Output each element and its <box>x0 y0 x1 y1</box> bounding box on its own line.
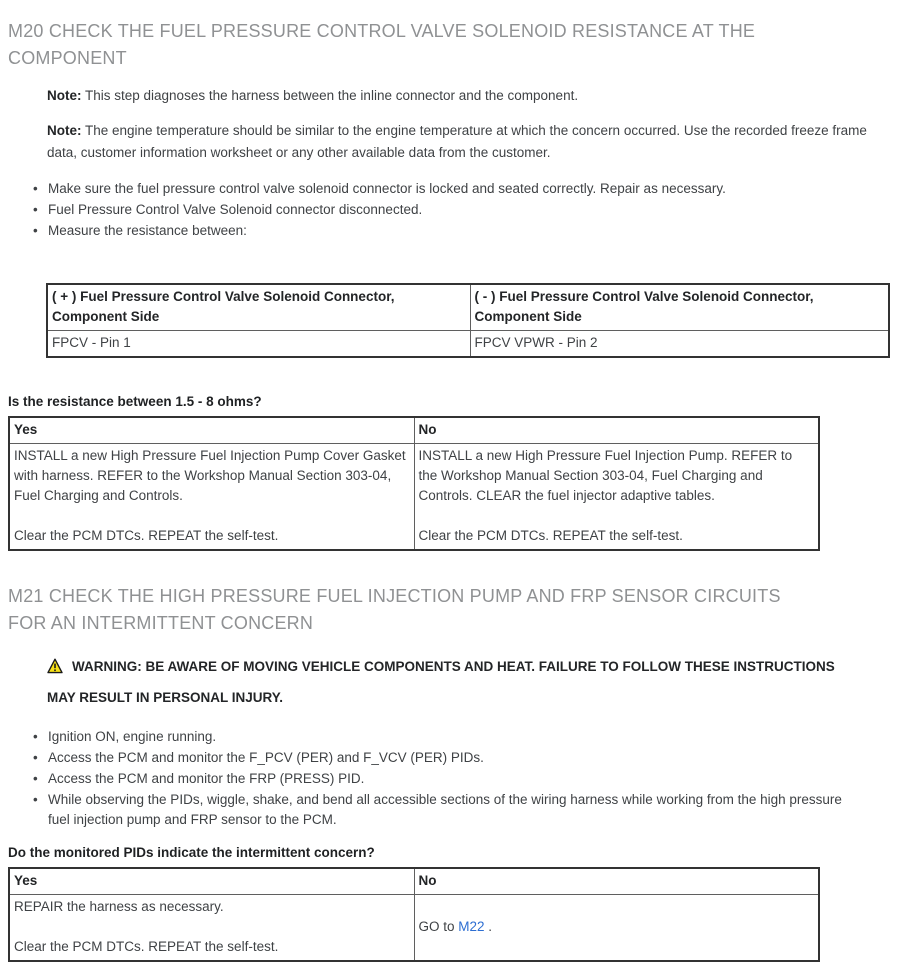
note-paragraph <box>47 120 869 164</box>
no-header-cell: No <box>414 868 819 895</box>
m20-decision-table <box>8 416 820 551</box>
step-m22-link[interactable]: M22 <box>458 919 485 934</box>
action-text: INSTALL a new High Pressure Fuel Injection Pump. REFER to the Workshop Manual Section 303-04, Fuel Charging and Controls. CLEAR the fuel injector adaptive tables. <box>418 448 793 503</box>
bullet-item: • Measure the resistance between: <box>33 221 865 241</box>
table-row <box>47 331 889 358</box>
bullet-item: • Access the PCM and monitor the F_PCV (PER) and F_VCV (PER) PIDs. <box>33 748 865 768</box>
positive-lead-header-cell: ( + ) Fuel Pressure Control Valve Solenoid Connector, Component Side <box>47 284 470 331</box>
note-label: Note: <box>47 88 82 103</box>
negative-pin-cell: FPCV VPWR - Pin 2 <box>470 331 889 358</box>
action-text <box>419 917 815 937</box>
note-text: This step diagnoses the harness between the inline connector and the component. <box>81 88 579 103</box>
m21-decision-table <box>8 867 820 962</box>
go-to-suffix: . <box>484 919 493 934</box>
table-header-row <box>47 284 889 331</box>
m21-question: Do the monitored PIDs indicate the intermittent concern? <box>8 845 375 860</box>
no-header-cell: No <box>414 417 819 444</box>
step-m21-heading: M21 CHECK THE HIGH PRESSURE FUEL INJECTION PUMP AND FRP SENSOR CIRCUITS FOR AN INTERMITTENT CONCERN <box>8 586 781 633</box>
component-pin-table <box>46 283 890 358</box>
warning-banner <box>47 653 849 712</box>
action-text: Clear the PCM DTCs. REPEAT the self-test. <box>418 528 683 543</box>
yes-header-cell: Yes <box>9 868 414 895</box>
no-action-cell <box>414 895 819 962</box>
bullet-item: • Make sure the fuel pressure control valve solenoid connector is locked and seated correctly. Repair as necessary. <box>33 179 865 199</box>
note-text: The engine temperature should be similar to the engine temperature at which the concern occurred. Use the recorded freeze frame data, customer information worksheet or any other available data from the customer. <box>47 123 867 160</box>
go-to-text: GO to <box>418 919 459 934</box>
action-text: Clear the PCM DTCs. REPEAT the self-test. <box>14 528 279 543</box>
positive-pin-cell: FPCV - Pin 1 <box>47 331 470 358</box>
negative-lead-header-cell: ( - ) Fuel Pressure Control Valve Solenoid Connector, Component Side <box>470 284 889 331</box>
bullet-item: • Fuel Pressure Control Valve Solenoid connector disconnected. <box>33 200 865 220</box>
m20-question: Is the resistance between 1.5 - 8 ohms? <box>8 394 262 409</box>
step-m20-heading: M20 CHECK THE FUEL PRESSURE CONTROL VALVE SOLENOID RESISTANCE AT THE COMPONENT <box>8 21 756 68</box>
warning-icon <box>47 656 63 684</box>
warning-text: WARNING: BE AWARE OF MOVING VEHICLE COMPONENTS AND HEAT. FAILURE TO FOLLOW THESE INSTRUCTIONS MAY RESULT IN PERSONAL INJURY. <box>47 659 835 705</box>
table-row <box>9 444 819 551</box>
m21-bullet-list <box>33 727 865 830</box>
bullet-item: • While observing the PIDs, wiggle, shake, and bend all accessible sections of the wiring harness while working from the high pressure fuel injection pump and FRP sensor to the PCM. <box>33 790 865 830</box>
bullet-item: • Access the PCM and monitor the FRP (PRESS) PID. <box>33 769 865 789</box>
table-header-row <box>9 417 819 444</box>
m20-bullet-list <box>33 179 865 241</box>
table-row <box>9 895 819 962</box>
diagnostic-procedure-page <box>0 18 899 954</box>
yes-action-cell <box>9 444 414 551</box>
note-paragraph <box>47 85 869 107</box>
action-text: INSTALL a new High Pressure Fuel Injection Pump Cover Gasket with harness. REFER to the Workshop Manual Section 303-04, Fuel Charging and Controls. <box>14 448 406 503</box>
no-action-cell <box>414 444 819 551</box>
note-label: Note: <box>47 123 82 138</box>
bullet-item: • Ignition ON, engine running. <box>33 727 865 747</box>
yes-header-cell: Yes <box>9 417 414 444</box>
action-text: REPAIR the harness as necessary. <box>14 899 224 914</box>
yes-action-cell <box>9 895 414 962</box>
action-text: Clear the PCM DTCs. REPEAT the self-test. <box>14 939 279 954</box>
table-header-row <box>9 868 819 895</box>
